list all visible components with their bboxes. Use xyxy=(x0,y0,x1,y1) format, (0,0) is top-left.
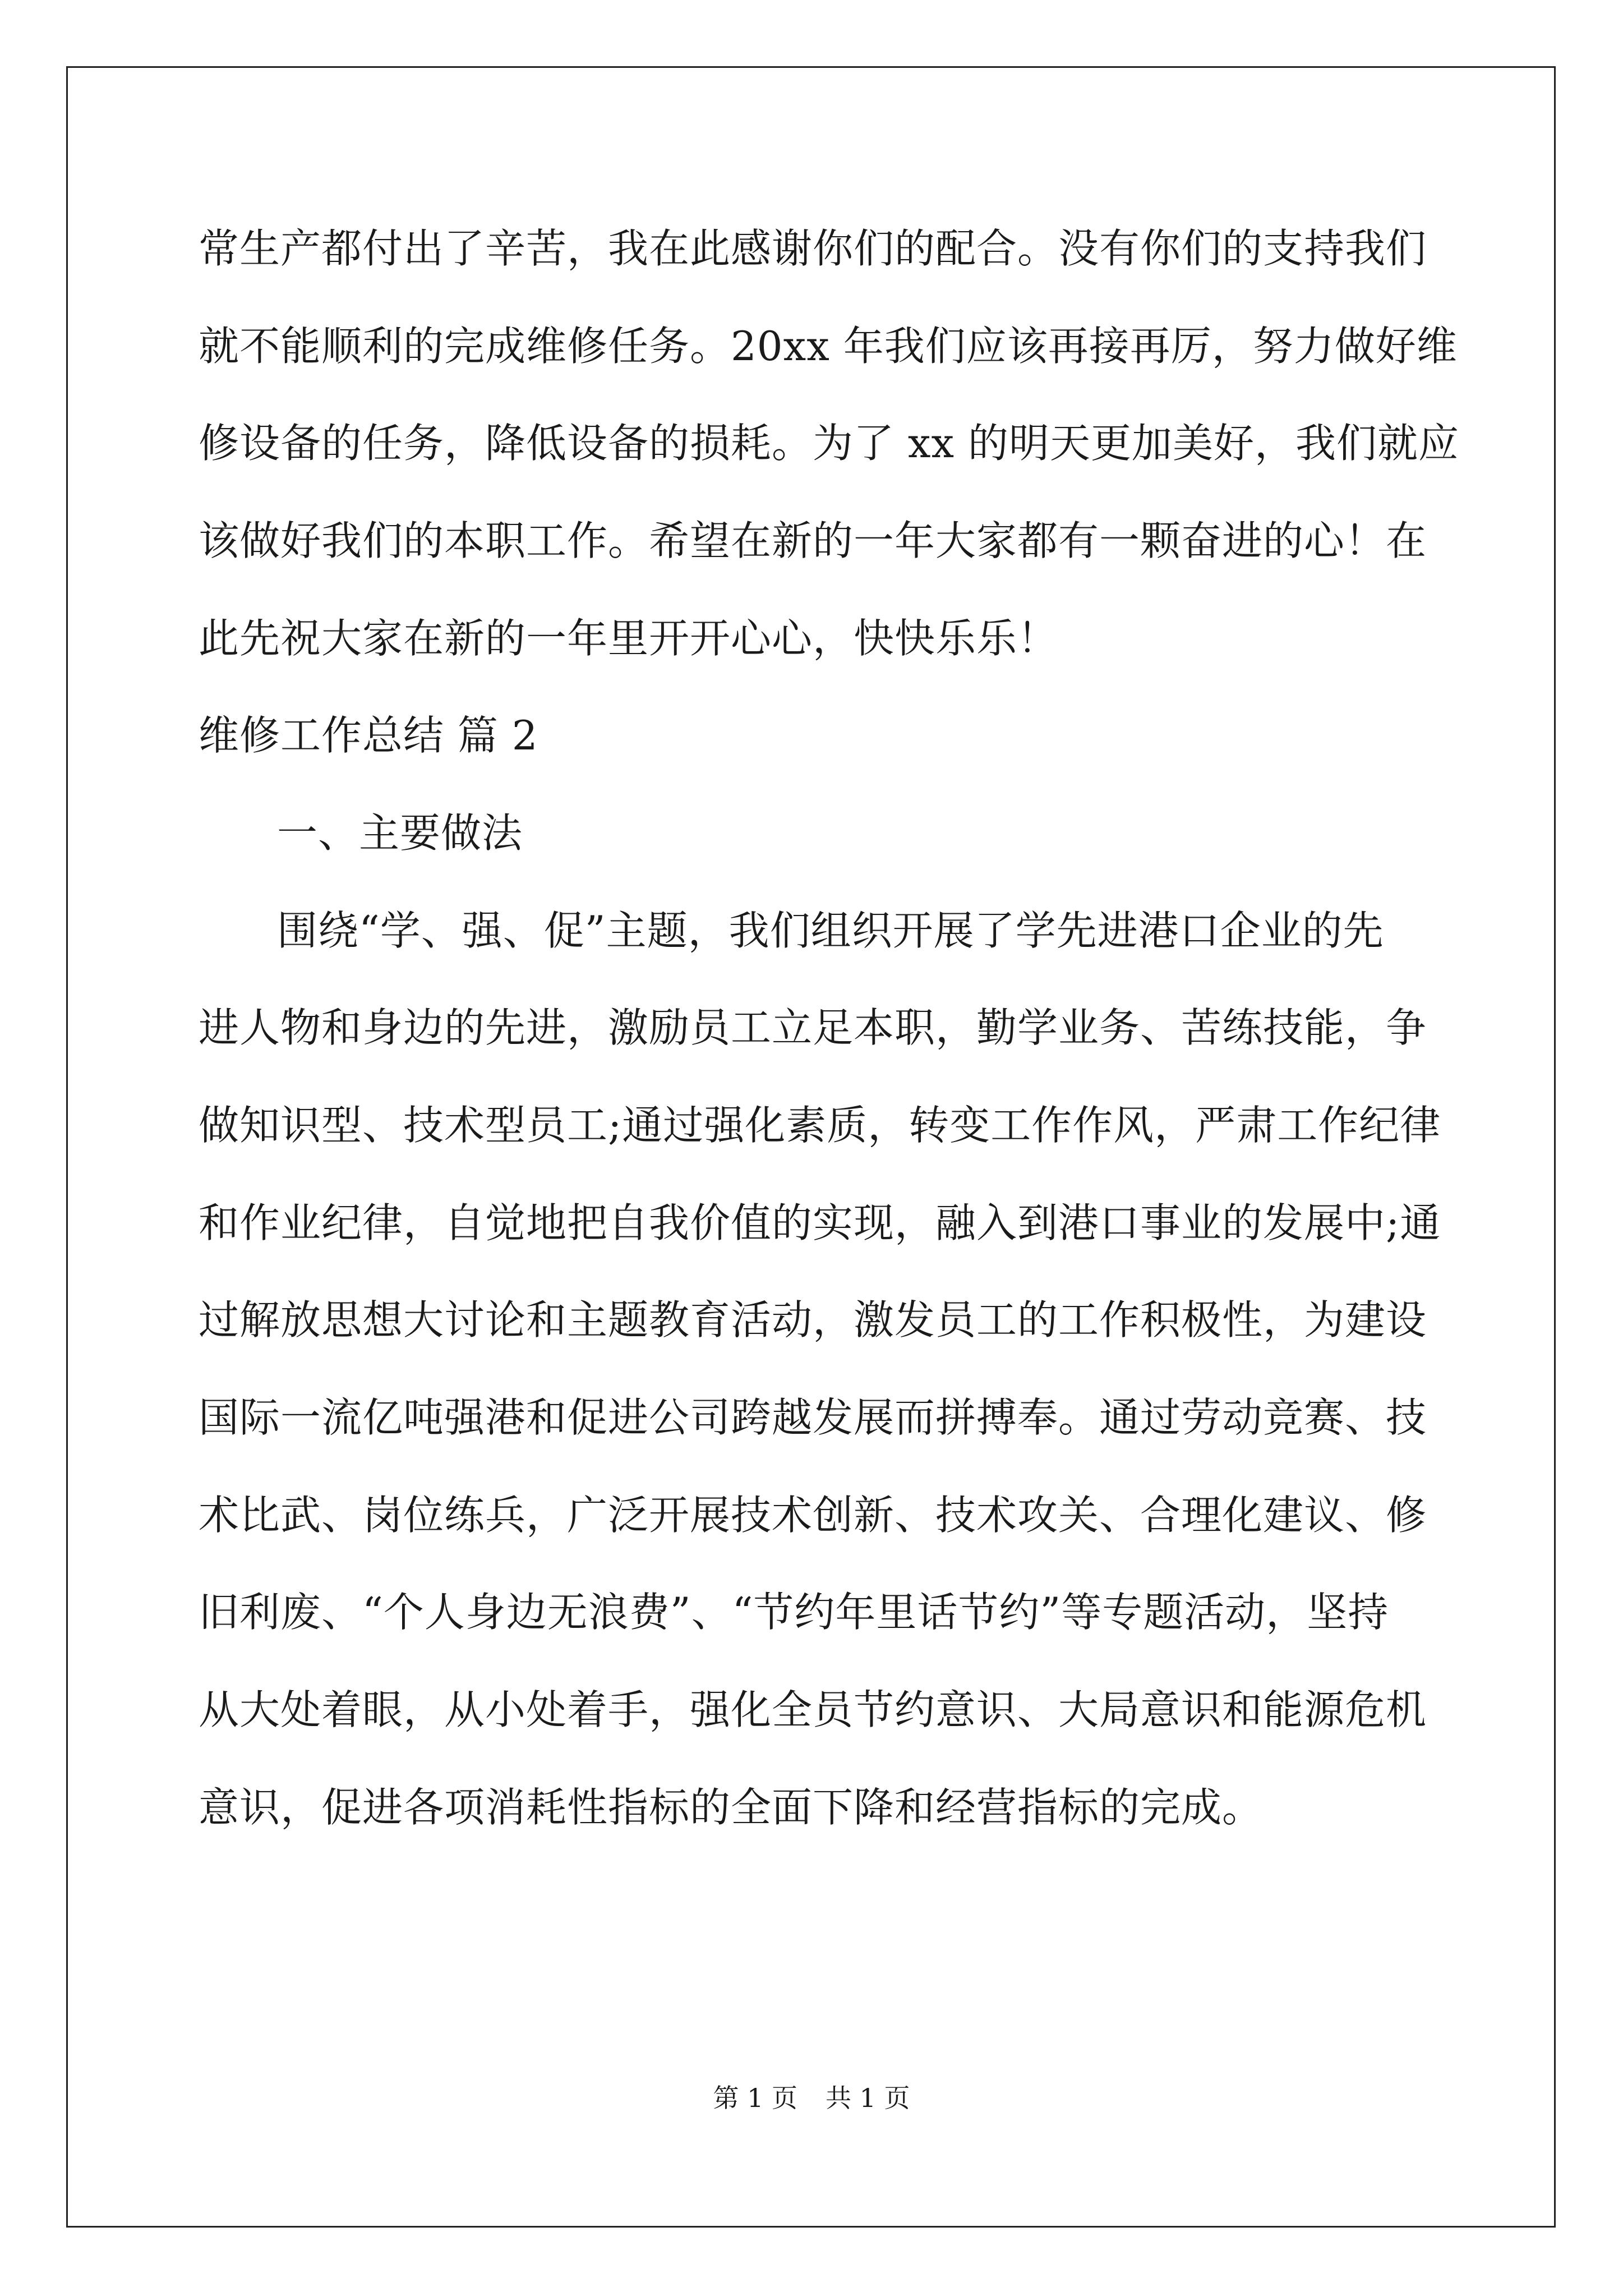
body-line: 和作业纪律，自觉地把自我价值的实现，融入到港口事业的发展中;通 xyxy=(199,1199,1441,1246)
body-line: 该做好我们的本职工作。希望在新的一年大家都有一颗奋进的心！在 xyxy=(199,517,1427,564)
body-line: 术比武、岗位练兵，广泛开展技术创新、技术攻关、合理化建议、修 xyxy=(199,1492,1427,1539)
body-line: 就不能顺利的完成维修任务。20xx 年我们应该再接再厉，努力做好维 xyxy=(199,323,1458,370)
body-line: 过解放思想大讨论和主题教育活动，激发员工的工作积极性，为建设 xyxy=(199,1296,1427,1343)
subsection-heading: 一、主要做法 xyxy=(277,809,523,857)
body-line: 意识，促进各项消耗性指标的全面下降和经营指标的完成。 xyxy=(199,1784,1264,1831)
body-line: 国际一流亿吨强港和促进公司跨越发展而拼搏奉。通过劳动竞赛、技 xyxy=(199,1394,1427,1441)
body-line: 围绕“学、强、促”主题，我们组织开展了学先进港口企业的先 xyxy=(277,907,1384,954)
body-line: 旧利废、“个人身边无浪费”、“节约年里话节约”等专题活动，坚持 xyxy=(199,1589,1389,1636)
page-footer xyxy=(0,2081,1623,2115)
body-line: 从大处着眼，从小处着手，强化全员节约意识、大局意识和能源危机 xyxy=(199,1686,1427,1733)
body-line: 修设备的任务，降低设备的损耗。为了 xx 的明天更加美好，我们就应 xyxy=(199,420,1459,467)
page-total: 共 1 页 xyxy=(826,2083,910,2113)
page-number: 第 1 页 xyxy=(713,2083,797,2113)
body-line: 进人物和身边的先进，激励员工立足本职，勤学业务、苦练技能，争 xyxy=(199,1004,1427,1051)
body-line: 此先祝大家在新的一年里开开心心，快快乐乐！ xyxy=(199,615,1059,662)
section-heading: 维修工作总结 篇 2 xyxy=(199,712,538,759)
body-line: 做知识型、技术型员工;通过强化素质，转变工作作风，严肃工作纪律 xyxy=(199,1102,1441,1149)
body-line: 常生产都付出了辛苦，我在此感谢你们的配合。没有你们的支持我们 xyxy=(199,225,1427,272)
